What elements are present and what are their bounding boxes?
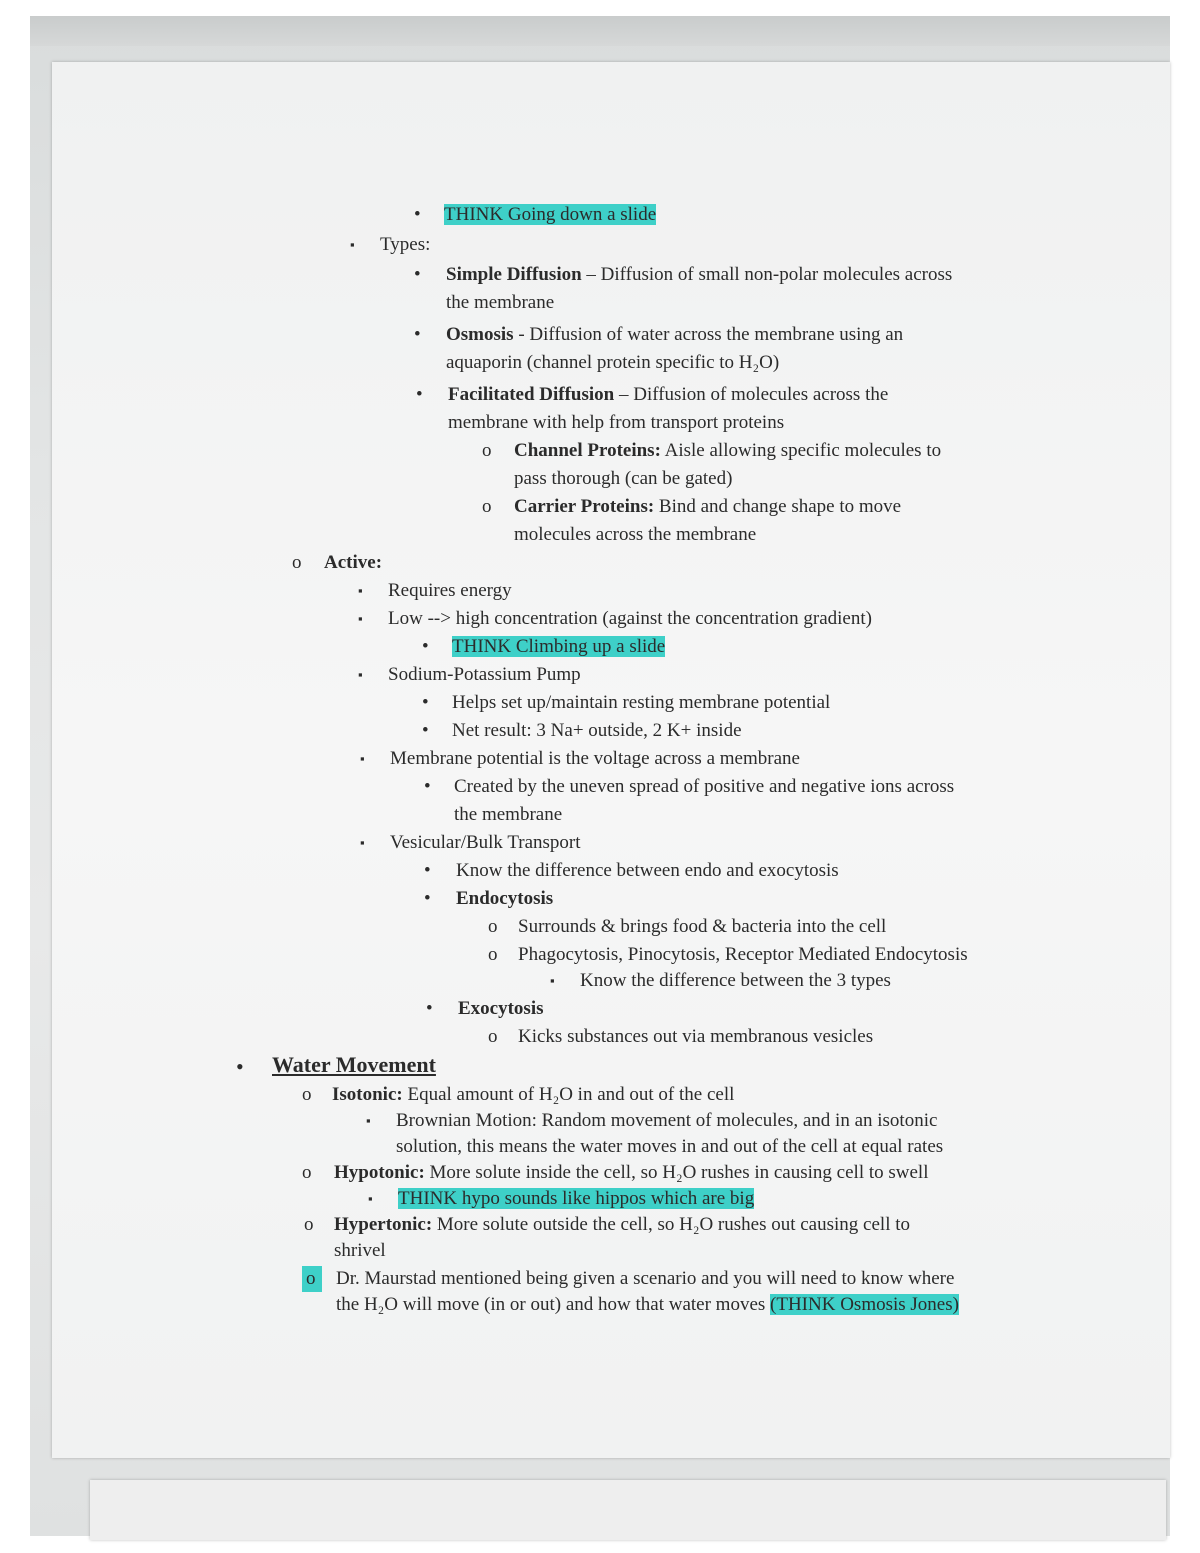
bullet-square: ▪ <box>366 1113 371 1128</box>
note-line: Sodium-Potassium Pump <box>388 664 581 685</box>
note-line: Surrounds & brings food & bacteria into the cell <box>518 916 887 937</box>
bullet-disc: • <box>422 692 429 713</box>
note-line <box>446 322 903 348</box>
note-line: Phagocytosis, Pinocytosis, Receptor Mediated Endocytosis <box>518 944 968 965</box>
bullet-disc: • <box>414 204 421 225</box>
bullet-circle: o <box>488 944 498 965</box>
bullet-disc: • <box>414 324 421 345</box>
bullet-circle: o <box>482 440 492 461</box>
note-line <box>332 1082 734 1108</box>
definition: Bind and change shape to move <box>654 496 902 517</box>
note-line: pass thorough (can be gated) <box>514 468 733 489</box>
definition: Equal amount of H₂O in and out of the cell <box>402 1084 735 1105</box>
definition: – Diffusion of molecules across the <box>614 384 889 405</box>
term: Hypotonic: <box>334 1162 425 1183</box>
bullet-disc: • <box>424 860 431 881</box>
note-line: Brownian Motion: Random movement of molecules, and in an isotonic <box>396 1110 938 1131</box>
bullet-circle: o <box>488 916 498 937</box>
section-label: Active: <box>324 552 383 573</box>
note-line: Vesicular/Bulk Transport <box>390 832 581 853</box>
next-page-edge <box>90 1480 1166 1540</box>
note-line <box>334 1160 928 1186</box>
bullet-disc: • <box>416 384 423 405</box>
note-line: Membrane potential is the voltage across a membrane <box>390 748 800 769</box>
bullet-circle: o <box>292 552 302 573</box>
highlight: THINK Climbing up a slide <box>452 636 666 657</box>
bullet-square: ▪ <box>358 667 363 682</box>
term: Osmosis <box>446 324 514 345</box>
bullet-circle: o <box>488 1026 498 1047</box>
term: Channel Proteins: <box>514 440 661 461</box>
note-line: solution, this means the water moves in and out of the cell at equal rates <box>396 1136 944 1157</box>
definition: - Diffusion of water across the membrane using an <box>513 324 904 345</box>
bullet-square: ▪ <box>358 611 363 626</box>
bullet-square: ▪ <box>358 583 363 598</box>
definition: More solute outside the cell, so H₂O rushes out causing cell to <box>432 1214 910 1235</box>
definition: – Diffusion of small non-polar molecules across <box>581 264 953 285</box>
note-line <box>452 634 665 660</box>
definition: Aisle allowing specific molecules to <box>660 440 942 461</box>
definition: More solute inside the cell, so H₂O rushes in causing cell to swell <box>424 1162 929 1183</box>
term: Carrier Proteins: <box>514 496 655 517</box>
bullet-disc: • <box>236 1054 244 1079</box>
bullet-disc: • <box>424 776 431 797</box>
bullet-circle: o <box>302 1266 322 1292</box>
bullet-square: ▪ <box>550 973 555 988</box>
bullet-disc: • <box>422 720 429 741</box>
note-text: the H₂O will move (in or out) and how that water moves <box>336 1294 771 1315</box>
bullet-square: ▪ <box>360 835 365 850</box>
section-heading: Water Movement <box>272 1052 436 1077</box>
term: Facilitated Diffusion <box>448 384 615 405</box>
note-line: shrivel <box>334 1240 386 1261</box>
bullet-circle: o <box>482 496 492 517</box>
note-line <box>398 1186 754 1212</box>
note-line: the membrane <box>454 804 563 825</box>
note-line: Helps set up/maintain resting membrane potential <box>452 692 831 713</box>
note-line: Endocytosis <box>456 888 554 909</box>
note-line: Know the difference between the 3 types <box>580 970 891 991</box>
highlight: (THINK Osmosis Jones) <box>770 1294 959 1315</box>
bullet-square: ▪ <box>350 237 355 252</box>
note-line: Created by the uneven spread of positive and negative ions across <box>454 776 955 797</box>
note-line: Net result: 3 Na+ outside, 2 K+ inside <box>452 720 742 741</box>
note-line: the membrane <box>446 292 555 313</box>
note-line: Requires energy <box>388 580 512 601</box>
viewer-toolbar <box>30 16 1170 46</box>
term: Hypertonic: <box>334 1214 433 1235</box>
note-line <box>514 438 941 464</box>
highlight: THINK Going down a slide <box>444 204 657 225</box>
bullet-disc: • <box>424 888 431 909</box>
note-line: membrane with help from transport proteins <box>448 412 785 433</box>
note-line: Exocytosis <box>458 998 544 1019</box>
note-line: Low --> high concentration (against the concentration gradient) <box>388 608 872 629</box>
note-line <box>446 262 952 288</box>
document-page <box>52 62 1170 1458</box>
bullet-circle: o <box>304 1214 314 1235</box>
note-line <box>514 494 901 520</box>
bullet-square: ▪ <box>368 1191 373 1206</box>
bullet-square: ▪ <box>360 751 365 766</box>
highlight: THINK hypo sounds like hippos which are big <box>398 1188 755 1209</box>
note-line <box>336 1292 959 1318</box>
note-line: Know the difference between endo and exocytosis <box>456 860 839 881</box>
bullet-disc: • <box>414 264 421 285</box>
note-line: aquaporin (channel protein specific to H₂O) <box>446 352 780 373</box>
note-line: Dr. Maurstad mentioned being given a scenario and you will need to know where <box>336 1268 955 1289</box>
bullet-disc: • <box>422 636 429 657</box>
bullet-disc: • <box>426 998 433 1019</box>
term: Isotonic: <box>332 1084 403 1105</box>
note-line: molecules across the membrane <box>514 524 757 545</box>
bullet-circle: o <box>302 1084 312 1105</box>
monitor-screen <box>30 16 1170 1536</box>
note-line: Types: <box>380 234 431 255</box>
note-line: Kicks substances out via membranous vesicles <box>518 1026 874 1047</box>
note-line <box>444 202 656 228</box>
term: Simple Diffusion <box>446 264 582 285</box>
note-line <box>334 1212 910 1238</box>
note-line <box>448 382 888 408</box>
bullet-circle: o <box>302 1162 312 1183</box>
